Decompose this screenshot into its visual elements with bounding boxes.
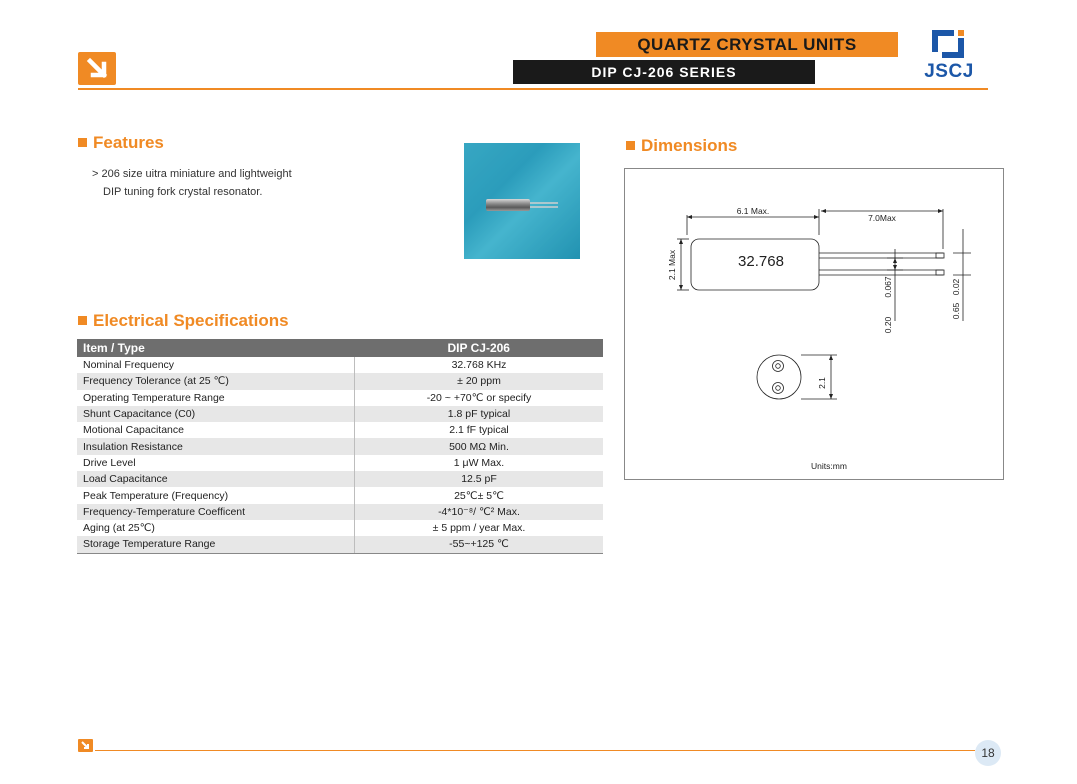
- dim-label-2-1-max: 2.1 Max: [667, 249, 677, 281]
- spec-value: 1.8 pF typical: [355, 406, 604, 422]
- spec-value: 25℃± 5℃: [454, 489, 504, 502]
- dim-label-0-65: 0.65: [951, 302, 961, 320]
- spec-item: Aging (at 25℃): [77, 520, 355, 536]
- brand-name: JSCJ: [924, 61, 974, 82]
- units-label: Units:mm: [811, 461, 847, 471]
- table-row: [77, 406, 603, 422]
- column-header: DIP CJ-206: [355, 339, 604, 357]
- series-title: DIP CJ-206 SERIES: [513, 60, 815, 84]
- header-rule: [78, 88, 988, 90]
- dim-label-2-1: 2.1: [817, 377, 827, 389]
- dimension-drawing: [624, 168, 1004, 480]
- spec-item: Drive Level: [77, 455, 355, 471]
- bullet-square-icon: [626, 141, 635, 150]
- features-line: DIP tuning fork crystal resonator.: [103, 186, 263, 198]
- spec-item: Nominal Frequency: [77, 357, 355, 373]
- spec-value: -55~+125 ℃: [355, 536, 604, 553]
- table-row: [77, 373, 603, 389]
- spec-item: Frequency Tolerance (at 25 ℃): [77, 373, 355, 389]
- electrical-heading: Electrical Specifications: [78, 311, 289, 331]
- table-row: [77, 422, 603, 438]
- table-row: [77, 504, 603, 520]
- page-title: QUARTZ CRYSTAL UNITS: [596, 32, 898, 57]
- spec-item: Insulation Resistance: [77, 438, 355, 454]
- table-row: [77, 520, 603, 536]
- jscj-logo-icon: [930, 28, 966, 60]
- dim-label-0-067: 0.067: [883, 276, 893, 298]
- features-line: > 206 size uitra miniature and lightweight: [92, 168, 292, 180]
- dim-label-0-20: 0.20: [883, 316, 893, 334]
- spec-value: 500 MΩ Min.: [355, 438, 604, 454]
- footer-rule: [95, 750, 975, 751]
- spec-value: 1 μW Max.: [453, 456, 505, 469]
- column-header: Item / Type: [77, 339, 355, 357]
- spec-table: [77, 339, 603, 554]
- features-heading: Features: [78, 133, 164, 153]
- spec-item: Peak Temperature (Frequency): [77, 487, 355, 503]
- body-marking: 32.768: [738, 253, 784, 270]
- spec-item: Load Capacitance: [77, 471, 355, 487]
- spec-item: Operating Temperature Range: [77, 390, 355, 406]
- page-number: 18: [975, 740, 1001, 766]
- spec-value: -4*10⁻⁸/ ℃² Max.: [355, 504, 604, 520]
- features-text: [92, 165, 352, 201]
- footer-arrow-icon: [78, 739, 93, 752]
- dimensions-heading: Dimensions: [626, 136, 737, 156]
- bullet-square-icon: [78, 138, 87, 147]
- table-row: [77, 357, 603, 373]
- spec-value: 32.768 KHz: [451, 359, 507, 372]
- logo-arrow-icon: [78, 52, 116, 85]
- spec-value: ± 5 ppm / year Max.: [432, 522, 526, 535]
- spec-item: Motional Capacitance: [77, 422, 355, 438]
- dim-label-0-02: 0.02: [951, 278, 961, 296]
- spec-value: 2.1 fF typical: [449, 424, 509, 437]
- bullet-square-icon: [78, 316, 87, 325]
- table-row: [77, 390, 603, 406]
- table-row: [77, 536, 603, 553]
- dim-label-7-0: 7.0Max: [868, 213, 896, 223]
- spec-value: 12.5 pF: [355, 471, 604, 487]
- table-row: [77, 487, 603, 503]
- dim-label-6-1: 6.1 Max.: [736, 206, 770, 216]
- spec-item: Frequency-Temperature Coefficent: [77, 504, 355, 520]
- product-photo: [464, 143, 580, 259]
- table-header-row: [77, 339, 603, 357]
- spec-item: Shunt Capacitance (C0): [77, 406, 355, 422]
- spec-value: -20 ~ +70℃ or specify: [426, 391, 532, 404]
- table-row: [77, 438, 603, 454]
- table-row: [77, 471, 603, 487]
- spec-item: Storage Temperature Range: [77, 536, 355, 553]
- table-row: [77, 455, 603, 471]
- spec-value: ± 20 ppm: [355, 373, 604, 389]
